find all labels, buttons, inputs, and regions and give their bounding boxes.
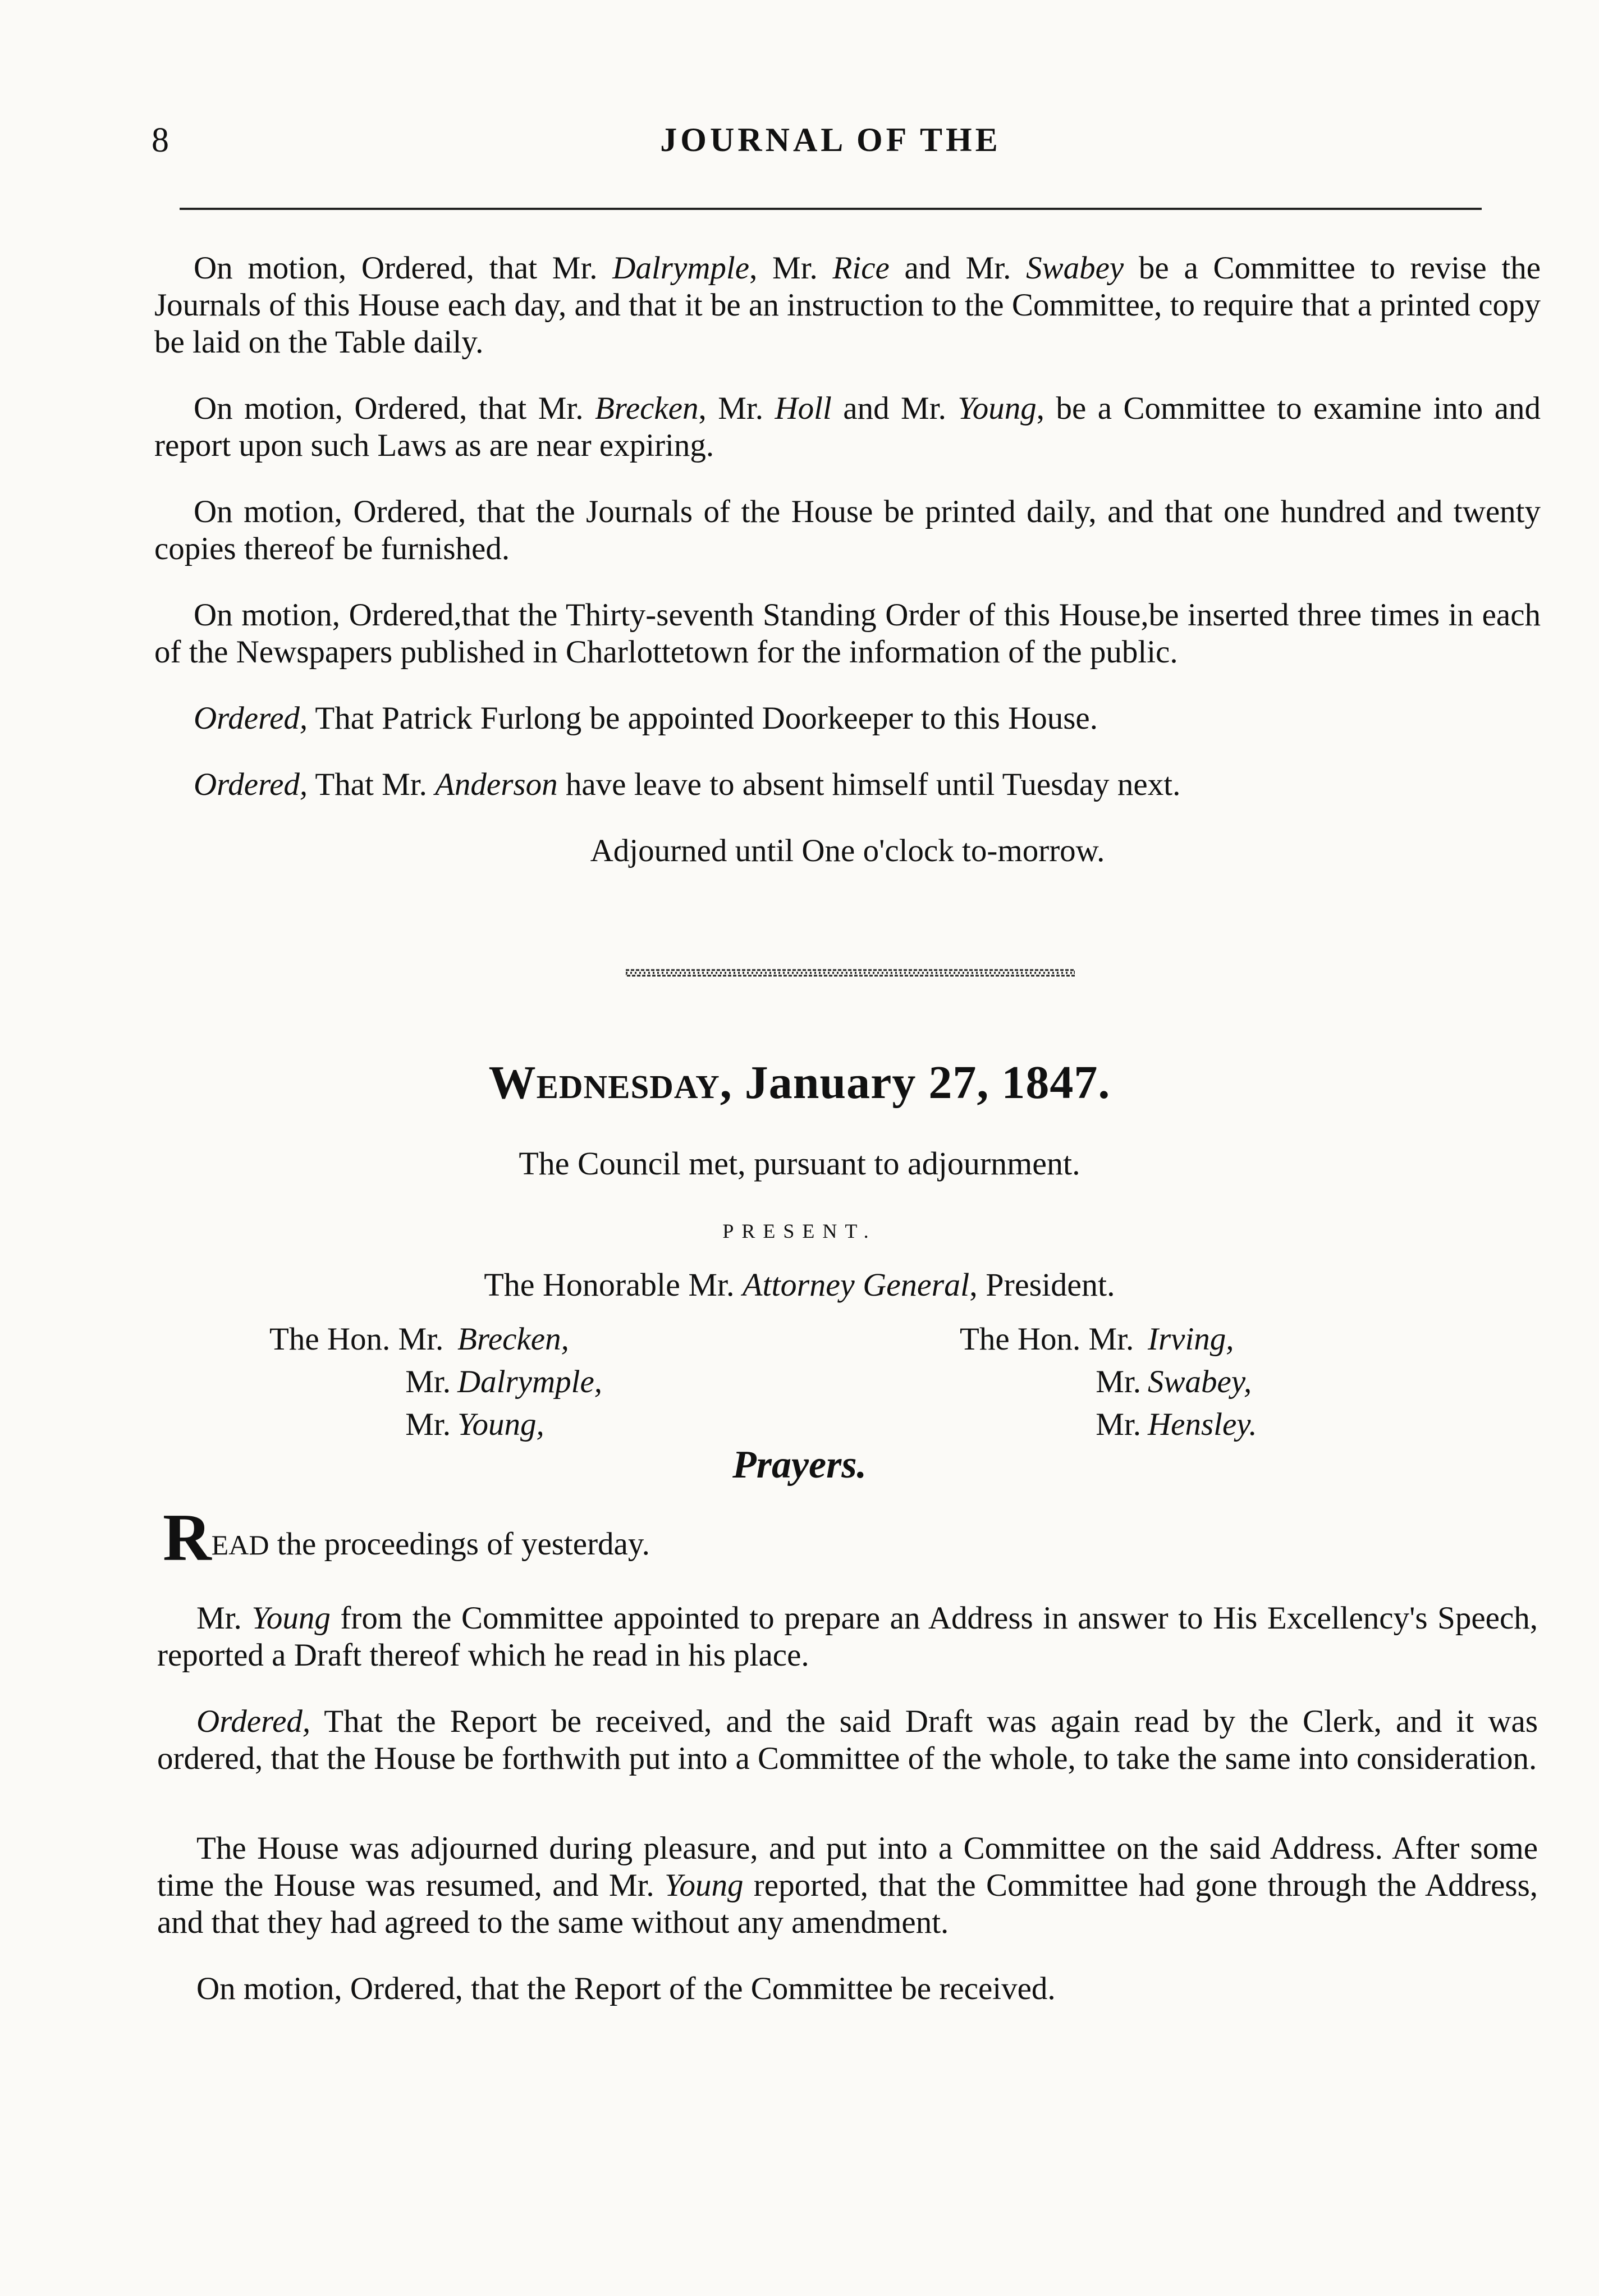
text: The House was adjourned during pleasure, and put into a Committee on the said Address. After some time the House was resumed, and Mr. (157, 1831, 1538, 1903)
lower-section (157, 1600, 1538, 2007)
text: That the Report be received, and the said Draft was again read by the Clerk, and it was ordered, that the House be forthwith put into a Committee of the whole, to take the same into consideration. (157, 1704, 1538, 1776)
member-name: Brecken (594, 391, 699, 426)
paragraph-report-received (157, 1703, 1538, 1777)
members-left-column (269, 1318, 602, 1446)
text: , Mr. (749, 250, 833, 286)
member-prefix: Mr. (405, 1407, 451, 1442)
page-number: 8 (152, 121, 169, 159)
member-name: Dalrymple, (457, 1364, 603, 1399)
ordered-label: Ordered, (196, 1704, 311, 1739)
text: reported, that the Committee had gone through the Address, and that they had agreed to the same without any amendment. (157, 1868, 1538, 1940)
member-name: Irving, (1148, 1321, 1234, 1357)
text: On motion, Ordered, that Mr. (194, 391, 595, 426)
paragraph-journals-printed: On motion, Ordered, that the Journals of the House be printed daily, and that one hundred and twenty copies thereof be furnished. (154, 494, 1541, 566)
paragraph-standing-order: On motion, Ordered,that the Thirty-seventh Standing Order of this House,be inserted three times in each of the Newspapers published in Charlottetown for the information of the public. (154, 597, 1541, 670)
caps-text: EAD (211, 1529, 269, 1561)
date-text: January 27, 1847. (732, 1056, 1111, 1109)
read-proceedings-line (163, 1499, 650, 1576)
text: , President. (969, 1266, 1115, 1303)
day-name: Wednesday, (488, 1056, 732, 1109)
text: On motion, Ordered, that Mr. (194, 250, 613, 286)
header-rule (180, 208, 1482, 210)
member-name: Young (957, 391, 1037, 426)
text: from the Committee appointed to prepare an Address in answer to His Excellency's Speech, reported a Draft thereof which he read in his place. (157, 1600, 1538, 1673)
paragraph-leave-absence (154, 766, 1541, 803)
council-met-line: The Council met, pursuant to adjournment. (519, 1145, 1080, 1182)
paragraph-address-draft (157, 1600, 1538, 1674)
text: and Mr. (889, 250, 1027, 286)
page-header (152, 121, 1510, 171)
member-row (269, 1403, 602, 1446)
member-row (960, 1403, 1257, 1446)
member-name: Dalrymple (612, 250, 750, 286)
upper-section (154, 250, 1541, 870)
date-heading (0, 1055, 1599, 1110)
members-right-column (960, 1318, 1257, 1446)
member-prefix: Mr. (405, 1364, 451, 1399)
member-row (960, 1318, 1257, 1361)
paragraph-committee-report: On motion, Ordered, that the Report of the Committee be received. (196, 1971, 1056, 2006)
text: , be a Committee to examine into and report upon such Laws as are near expiring. (154, 391, 1541, 463)
running-head: JOURNAL OF THE (660, 121, 1001, 158)
ordered-label: Ordered, (194, 701, 308, 736)
text: and Mr. (831, 391, 958, 426)
member-row (269, 1318, 602, 1361)
office-title: Attorney General (743, 1266, 970, 1303)
ordered-label: Ordered, (194, 767, 308, 802)
member-name: Holl (775, 391, 832, 426)
member-prefix: Mr. (1096, 1364, 1141, 1399)
present-label: PRESENT. (722, 1220, 877, 1242)
member-prefix: Mr. (1096, 1407, 1141, 1442)
paragraph-doorkeeper (154, 700, 1541, 737)
prayers-heading: Prayers. (732, 1443, 867, 1487)
member-name: Rice (832, 250, 890, 286)
member-name: Swabey, (1148, 1364, 1252, 1399)
text: be a Committee to revise the Journals of this House each day, and that it be an instruction to the Committee, to require that a printed copy be laid on the Table daily. (154, 250, 1541, 360)
member-name: Hensley. (1148, 1407, 1257, 1442)
text: That Mr. (308, 767, 436, 802)
paragraph-expiring-laws (154, 390, 1541, 464)
paragraph-committee-address (157, 1830, 1538, 1941)
text: Mr. (196, 1600, 252, 1636)
member-name: Brecken, (457, 1321, 569, 1357)
member-row (960, 1361, 1257, 1403)
member-name: Young (251, 1600, 331, 1636)
member-name: Anderson (435, 767, 558, 802)
text: The Honorable Mr. (484, 1266, 743, 1303)
member-name: Young (665, 1868, 744, 1903)
member-prefix: The Hon. Mr. (960, 1321, 1134, 1357)
member-prefix: The Hon. Mr. (269, 1321, 444, 1357)
text: That Patrick Furlong be appointed Doorkeeper to this House. (308, 701, 1098, 736)
text: have leave to absent himself until Tuesday next. (557, 767, 1181, 802)
member-name: Swabey (1026, 250, 1124, 286)
ornament-divider (626, 967, 1075, 979)
paragraph-revise-journals (154, 250, 1541, 361)
member-row (269, 1361, 602, 1403)
adjourned-line: Adjourned until One o'clock to-morrow. (590, 833, 1105, 868)
text: the proceedings of yesterday. (269, 1526, 650, 1562)
text: , Mr. (698, 391, 775, 426)
member-name: Young, (457, 1407, 544, 1442)
president-line (0, 1266, 1599, 1303)
drop-cap: R (163, 1500, 212, 1575)
